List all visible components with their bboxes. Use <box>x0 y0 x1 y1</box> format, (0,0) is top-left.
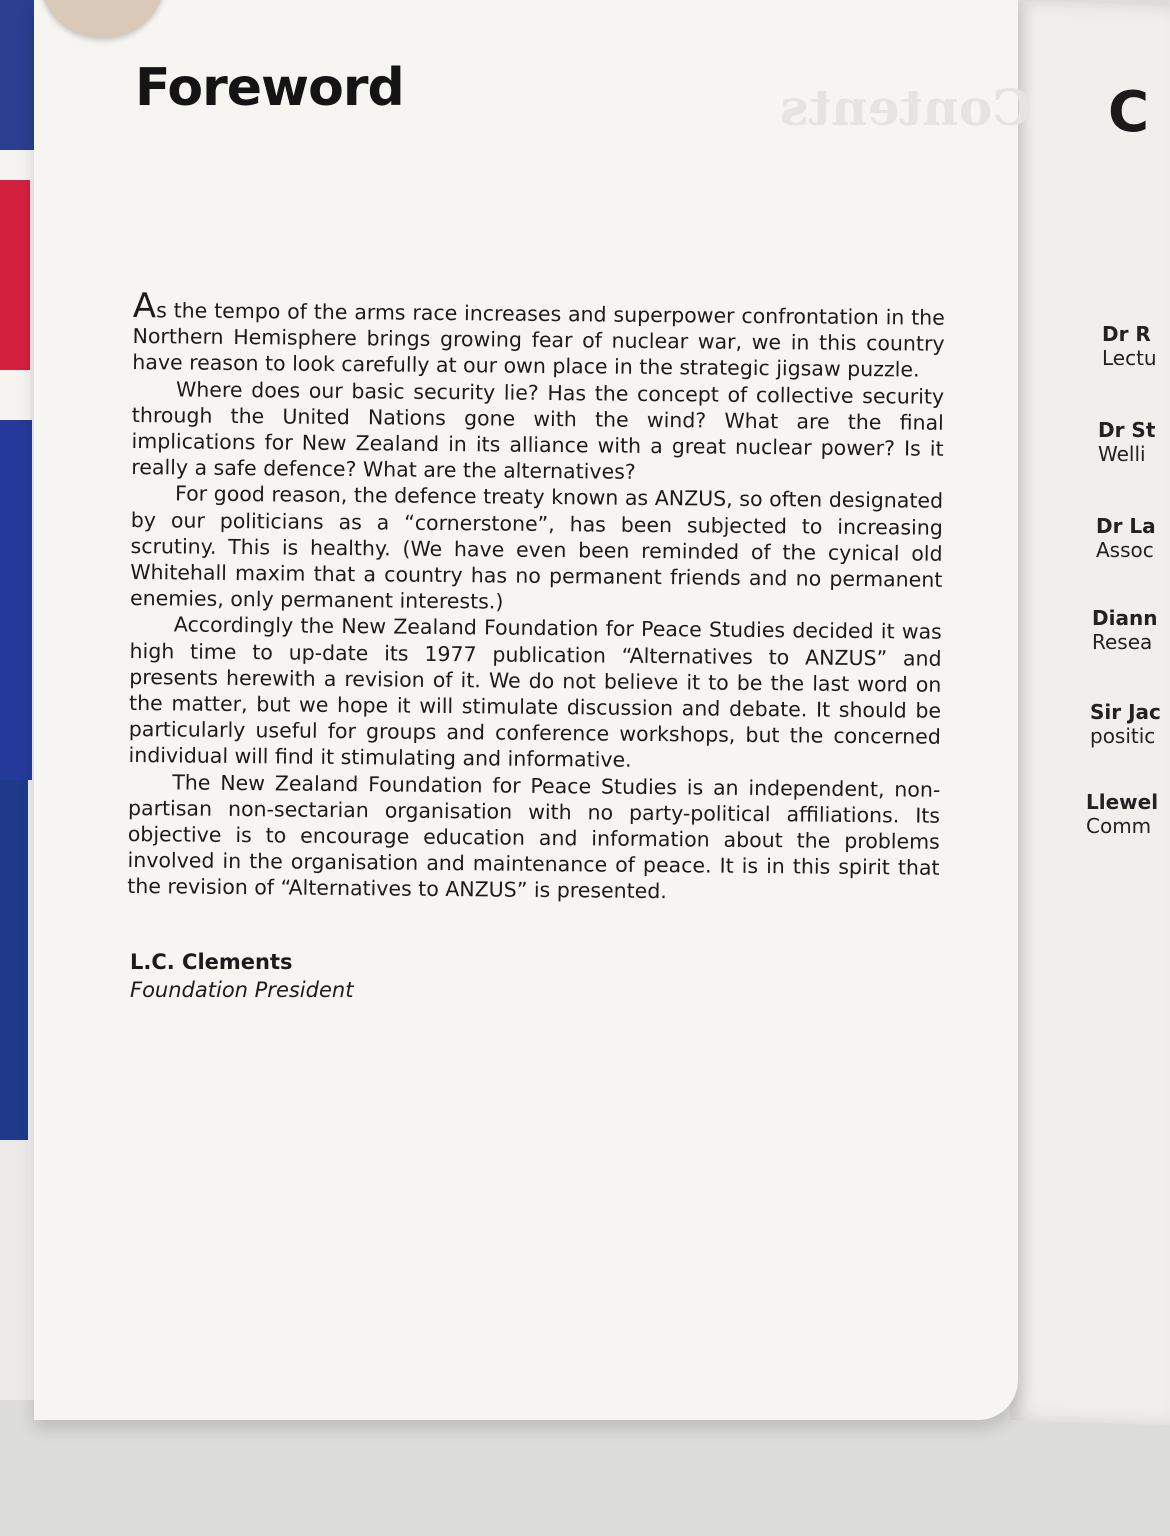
facing-page-entry <box>1086 790 1158 838</box>
entry-role: Resea <box>1092 630 1153 654</box>
facing-page-entry <box>1102 322 1157 370</box>
paragraph: Accordingly the New Zealand Foundation for Peace Studies decided it was high time to up-date its 1977 publication “Alternatives to ANZUS” and presents herewith a revision of it. We do not believe it to be the last word on the matter, but we hope it will stimulate discussion and debate. It should be particularly useful for groups and conference workshops, but the concerned individual will find it stimulating and informative. <box>128 612 942 773</box>
flag-stripe-white <box>0 150 34 180</box>
show-through-text: Contents <box>780 78 1033 137</box>
entry-name: Diann <box>1092 606 1158 630</box>
paragraph: For good reason, the defence treaty known as ANZUS, so often designated by our politicians as a “cornerstone”, has been subjected to increasing scrutiny. This is healthy. (We have even been reminded of the cynical old Whitehall maxim that a country has no permanent friends and no permanent enemies, only permanent interests.) <box>129 481 944 614</box>
foreword-body <box>127 286 945 907</box>
entry-role: Assoc <box>1096 538 1154 562</box>
entry-name: Sir Jac <box>1090 700 1161 724</box>
facing-page-entry <box>1096 514 1156 562</box>
flag-stripe-white <box>0 1140 28 1400</box>
paragraph: The New Zealand Foundation for Peace Studies is an independent, non-partisan non-sectarian organisation with no party-political affiliations. Its objective is to encourage education and information about the problems involved in the organisation and maintenance of peace. It is in this spirit that the revision of “Alternatives to ANZUS” is presented. <box>127 770 941 904</box>
flag-stripe-red <box>0 180 30 370</box>
page-title: Foreword <box>135 58 404 118</box>
paragraph-text: s the tempo of the arms race increases and superpower confrontation in the Northern Hemisphere brings growing fear of nuclear war, we in this country have reason to look carefully at our own place in the strategic jigsaw puzzle. <box>132 298 945 382</box>
facing-page-entry <box>1098 418 1155 466</box>
flag-stripe-blue <box>0 420 32 780</box>
facing-page-heading: C <box>1108 80 1150 145</box>
paragraph <box>132 286 945 383</box>
flag-stripe-blue <box>0 780 28 1140</box>
flag-stripe-blue <box>0 0 34 150</box>
entry-name: Dr La <box>1096 514 1156 538</box>
signature-block <box>130 948 353 1004</box>
entry-name: Llewel <box>1086 790 1159 814</box>
entry-name: Dr R <box>1102 322 1151 346</box>
facing-page-entry <box>1092 606 1157 654</box>
entry-role: positic <box>1090 724 1156 748</box>
entry-role: Welli <box>1098 442 1146 466</box>
signature-name: L.C. Clements <box>130 950 293 974</box>
signature-role: Foundation President <box>130 978 354 1002</box>
facing-page-entry <box>1090 700 1161 748</box>
paragraph: Where does our basic security lie? Has the concept of collective security through the United Nations gone with the wind? What are the final implications for New Zealand in its alliance with a great nuclear power? Is it really a safe defence? What are the alternatives? <box>131 377 945 485</box>
entry-role: Lectu <box>1102 346 1157 370</box>
drop-cap: A <box>132 286 157 327</box>
entry-name: Dr St <box>1098 418 1156 442</box>
entry-role: Comm <box>1086 814 1152 838</box>
flag-stripe-white <box>0 370 30 420</box>
